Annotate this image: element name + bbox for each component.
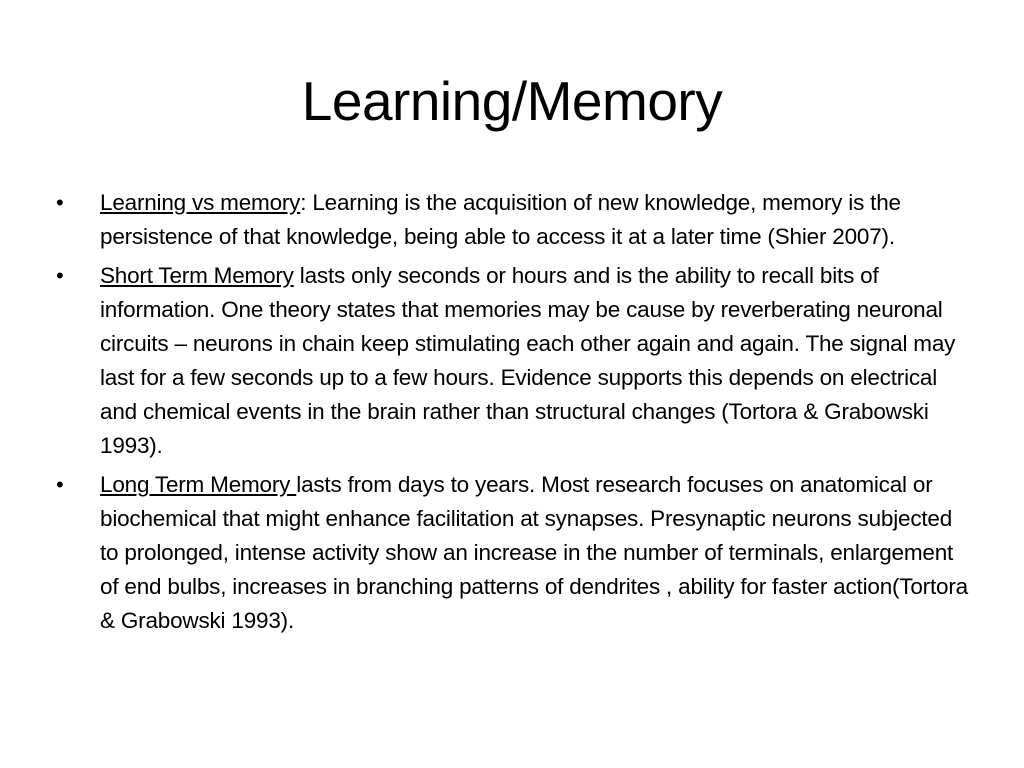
bullet-term: Long Term Memory — [100, 472, 297, 497]
bullet-term: Short Term Memory — [100, 263, 294, 288]
bullet-list — [56, 186, 976, 643]
bullet-short-term-memory — [56, 259, 976, 463]
bullet-text: lasts from days to years. Most research focuses on anatomical or biochemical that might enhance facilitation at synapses. Presynaptic neurons subjected to prolonged, intense activity show an increase in the number of terminals, enlargement of end bulbs, increases in branching patterns of dendrites , ability for faster action(Tortora & Grabowski 1993). — [100, 472, 968, 633]
bullet-icon: • — [56, 190, 64, 215]
bullet-icon: • — [56, 263, 64, 288]
slide-title: Learning/Memory — [301, 70, 723, 132]
bullet-text: : Learning is the acquisition of new knowledge, memory is the persistence of that knowledge, being able to access it at a later time (Shier 2007). — [100, 190, 901, 249]
bullet-text: lasts only seconds or hours and is the ability to recall bits of information. One theory states that memories may be cause by reverberating neuronal circuits – neurons in chain keep stimulating each other again and again. The signal may last for a few seconds up to a few hours. Evidence supports this depends on electrical and chemical events in the brain rather than structural changes (Tortora & Grabowski 1993). — [100, 263, 956, 458]
bullet-icon: • — [56, 472, 64, 497]
bullet-long-term-memory — [56, 468, 976, 638]
bullet-learning-vs-memory — [56, 186, 976, 254]
bullet-term: Learning vs memory — [100, 190, 301, 215]
